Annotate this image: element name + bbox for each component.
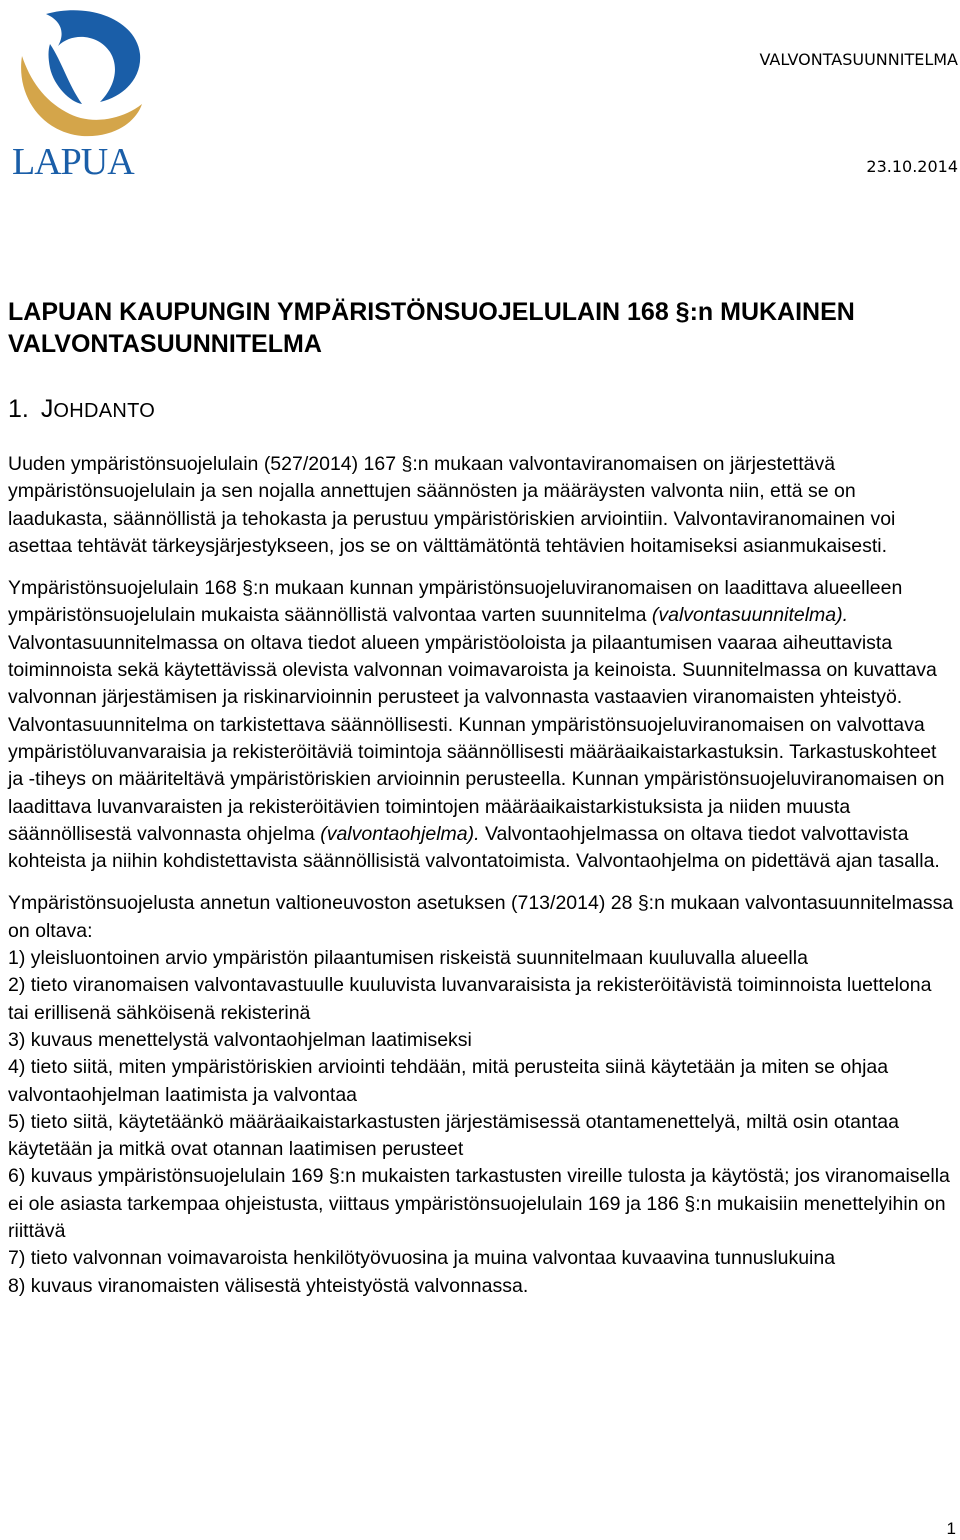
paragraph-1: Uuden ympäristönsuojelulain (527/2014) 167 §:n mukaan valvontaviranomaisen on järjestettävä ympäristönsuojelulain ja sen nojalla annettujen säännösten ja määräysten valvonta niin, että se on laadukasta, säännöllistä ja tehokasta ja perustuu ympäristöriskien arviointiin. Valvontaviranomainen voi asettaa tehtävät tärkeysjärjestykseen, jos se on välttämätöntä tehtävien hoitamiseksi asianmukaisesti. bbox=[8, 453, 896, 557]
logo-text: LAPUA bbox=[12, 141, 134, 180]
page-number: 1 bbox=[946, 1519, 956, 1538]
list-item: 1) yleisluontoinen arvio ympäristön pilaantumisen riskeistä suunnitelmaan kuuluvalla alueella bbox=[8, 947, 808, 970]
paragraph-2-text-a: Ympäristönsuojelulain 168 §:n mukaan kunnan ympäristönsuojeluviranomaisen on laadittava alueelleen ympäristönsuojelulain mukaista säännöllistä valvontaa varten suunnitelma bbox=[8, 577, 903, 627]
list-item: 4) tieto siitä, miten ympäristöriskien arviointi tehdään, mitä perusteita siinä käytetään ja miten se ohjaa valvontaohjelman laatimista ja valvontaa bbox=[8, 1056, 889, 1106]
document-date: 23.10.2014 bbox=[866, 157, 958, 176]
paragraph-3: Ympäristönsuojelusta annetun valtioneuvoston asetuksen (713/2014) 28 §:n mukaan valvontasuunnitelmassa on oltava: bbox=[8, 892, 954, 942]
logo-blue-drop bbox=[49, 44, 83, 104]
section-number: 1. bbox=[8, 395, 29, 423]
list-item: 6) kuvaus ympäristönsuojelulain 169 §:n mukaisten tarkastusten vireille tulosta ja käytöstä; jos viranomaisella ei ole asiasta tarkempaa ohjeistusta, viittaus ympäristönsuojelulain 169 ja 186 §:n mukaisiin menettelyihin on riittävä bbox=[8, 1165, 950, 1243]
list-item: 2) tieto viranomaisen valvontavastuulle kuuluvista luvanvaraisista ja rekisteröitävistä toiminnoista luettelona tai erillisenä sähköisenä rekisterinä bbox=[8, 974, 932, 1024]
section-heading-initial: J bbox=[40, 395, 54, 423]
list-item: 8) kuvaus viranomaisten välisestä yhteistyöstä valvonnassa. bbox=[8, 1274, 529, 1297]
document-body bbox=[8, 451, 956, 1300]
list-item: 5) tieto siitä, käytetäänkö määräaikaistarkastusten järjestämisessä otantamenettelyä, miltä osin otantaa käytetään ja mitkä ovat otannan laatimisen perusteet bbox=[8, 1110, 899, 1161]
paragraph-2-italic-a: (valvontasuunnitelma). bbox=[651, 604, 849, 627]
list-item: 3) kuvaus menettelystä valvontaohjelman laatimiseksi bbox=[8, 1028, 472, 1051]
requirements-list bbox=[8, 945, 956, 1300]
paragraph-2-text-c: Valvontaohjelmassa on oltava tiedot valvottavista kohteista ja niihin kohdistettavista säännöllisistä valvontatoimista. Valvontaohjelma on pidettävä ajan tasalla. bbox=[8, 822, 940, 873]
main-title: LAPUAN KAUPUNGIN YMPÄRISTÖNSUOJELULAIN 168 §:n MUKAINEN VALVONTASUUNNITELMA bbox=[8, 298, 855, 358]
list-item: 7) tieto valvonnan voimavaroista henkilötyövuosina ja muina valvontaa kuvaavina tunnuslukuina bbox=[8, 1247, 836, 1270]
paragraph-2-text-b: Valvontasuunnitelmassa on oltava tiedot alueen ympäristöoloista ja pilaantumisen vaaraa aiheuttavista toiminnoista sekä käytettävissä olevista valvonnan voimavaroista ja keinoista. Suunnitelmassa on kuvattava valvonnan järjestämisen ja riskinarvioinnin perusteet ja valvonnasta vastaavien viranomaisten yhteistyö. Valvontasuunnitelma on tarkistettava säännöllisesti. Kunnan ympäristönsuojeluviranomaisen on valvottava ympäristöluvanvaraisia ja rekisteröitäviä toimintoja säännöllisesti määräaikaistarkastuksin. Tarkastuskohteet ja -tiheys on määriteltävä ympäristöriskien arvioinnin perusteella. Kunnan ympäristönsuojeluviranomaisen on laadittava luvanvaraisten ja rekisteröitävien toimintojen määräaikaistarkistuksista ja niiden muusta säännöllisestä valvonnasta ohjelma bbox=[8, 631, 945, 845]
paragraph-2 bbox=[8, 575, 956, 875]
document-label: VALVONTASUUNNITELMA bbox=[759, 50, 958, 69]
paragraph-2-italic-b: (valvontaohjelma). bbox=[320, 822, 480, 845]
section-heading-rest: OHDANTO bbox=[53, 400, 156, 422]
section-heading bbox=[8, 393, 155, 427]
lapua-logo bbox=[10, 4, 144, 180]
